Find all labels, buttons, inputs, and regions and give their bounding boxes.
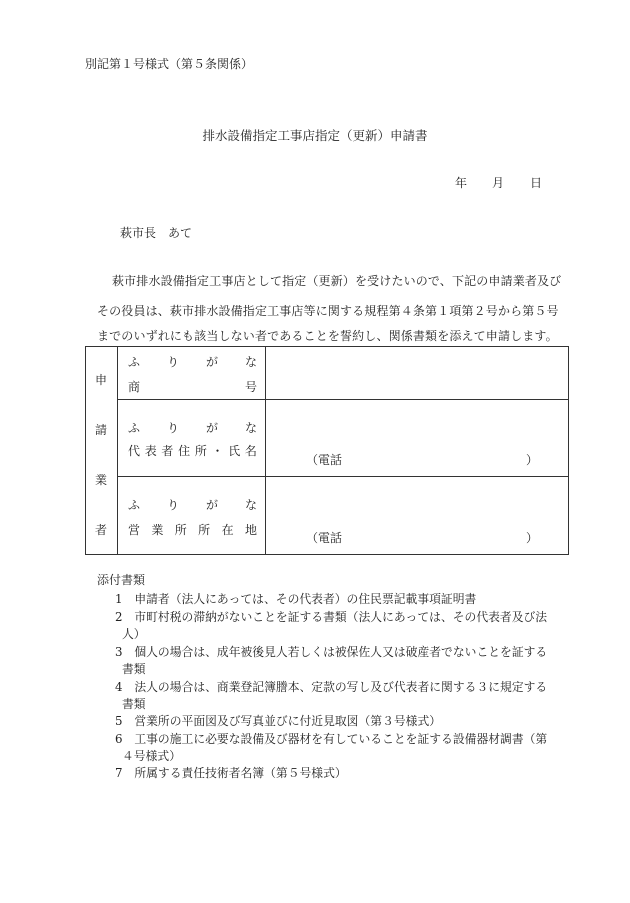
- representative-label-cell: [118, 400, 266, 477]
- attachment-item: 4 法人の場合は、商業登記簿謄本、定款の写し及び代表者に関する３に規定する: [115, 680, 548, 694]
- body-text-line: その役員は、萩市排水設備指定工事店等に関する規程第４条第１項第２号から第５号: [97, 304, 559, 318]
- attachment-item: 6 工事の施工に必要な設備及び器材を有していることを証する設備器材調書（第: [115, 732, 548, 746]
- attachment-item-continuation: 書類: [122, 662, 146, 676]
- date-month-label: 月: [492, 176, 505, 190]
- body-text-line: 萩市排水設備指定工事店として指定（更新）を受けたいので、下記の申請業者及び: [112, 274, 562, 288]
- office-address-label: 営 業 所 所 在 地: [128, 523, 257, 537]
- attachment-item-continuation: 人）: [122, 627, 146, 641]
- form-number-label: 別記第１号様式（第５条関係）: [85, 57, 254, 71]
- trade-name-label-cell: [118, 347, 266, 400]
- representative-field[interactable]: [266, 400, 569, 477]
- applicant-side-header: [86, 347, 118, 555]
- attachment-item-continuation: ４号様式）: [122, 749, 181, 763]
- office-phone: （電話 ）: [306, 531, 538, 545]
- office-label-cell: [118, 477, 266, 555]
- body-text-line: までのいずれにも該当しない者であることを誓約し、関係書類を添えて申請します。: [97, 329, 558, 343]
- attachment-item: 3 個人の場合は、成年被後見人若しくは被保佐人又は破産者でないことを証する: [115, 645, 548, 659]
- furigana-label: ふ り が な: [128, 498, 257, 512]
- furigana-label: ふ り が な: [128, 421, 257, 435]
- addressee: 萩市長 あて: [120, 226, 193, 240]
- attachment-item: 1 申請者（法人にあっては、その代表者）の住民票記載事項証明書: [115, 592, 477, 606]
- representative-phone: （電話 ）: [306, 453, 538, 467]
- trade-name-label: 商 号: [128, 380, 257, 394]
- date-day-label: 日: [530, 176, 543, 190]
- attachments-title: 添付書類: [97, 573, 146, 587]
- attachment-item: 5 営業所の平面図及び写真並びに付近見取図（第３号様式）: [115, 714, 442, 728]
- attachment-item-continuation: 書類: [122, 697, 146, 711]
- side-char: 業: [94, 473, 107, 487]
- side-char: 者: [94, 523, 107, 537]
- representative-label: 代 表 者 住 所 ・ 氏 名: [128, 444, 257, 458]
- side-char: 申: [94, 373, 107, 387]
- furigana-label: ふ り が な: [128, 355, 257, 369]
- document-title: 排水設備指定工事店指定（更新）申請書: [202, 128, 428, 143]
- office-address-field[interactable]: [266, 477, 569, 555]
- date-year-label: 年: [455, 176, 468, 190]
- applicant-table: [85, 346, 569, 555]
- attachment-item: 2 市町村税の滞納がないことを証する書類（法人にあっては、その代表者及び法: [115, 610, 548, 624]
- trade-name-field[interactable]: [266, 347, 569, 400]
- side-char: 請: [94, 423, 107, 437]
- attachment-item: 7 所属する責任技術者名簿（第５号様式）: [115, 766, 347, 780]
